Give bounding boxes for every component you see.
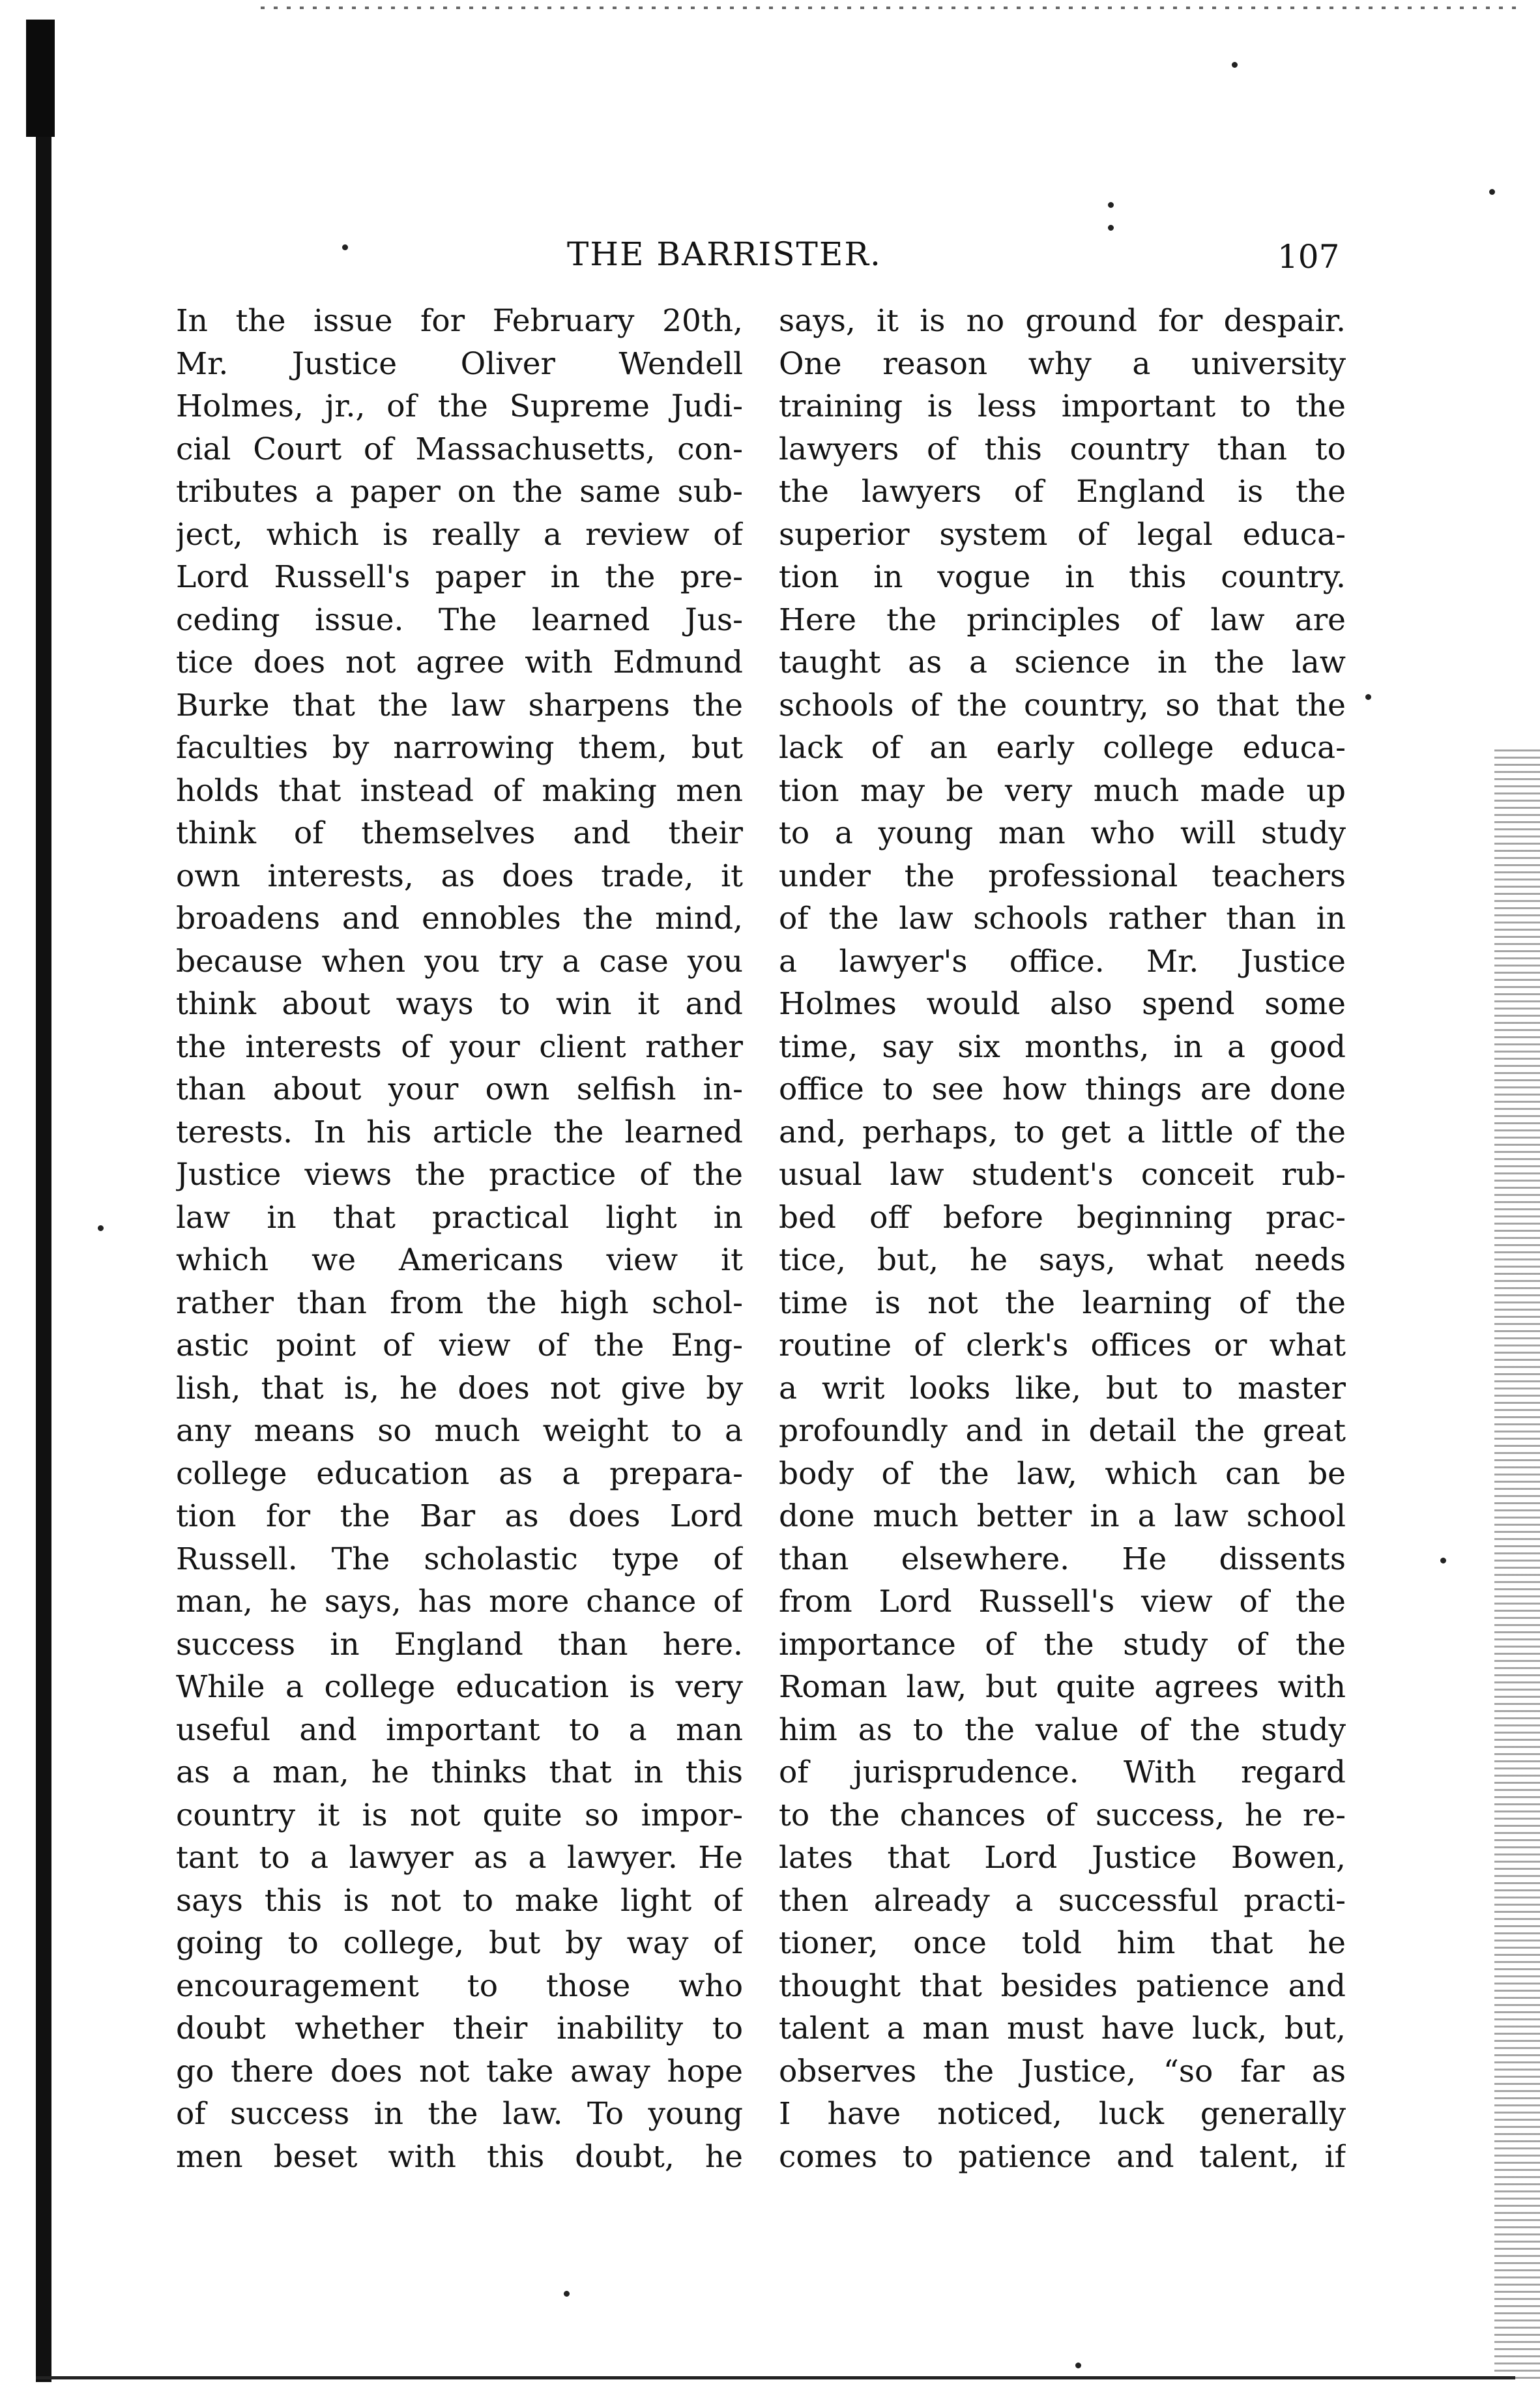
text-line: body of the law, which can be: [779, 1455, 1346, 1492]
scan-speck: [98, 1225, 104, 1231]
text-line: which we Americans view it: [176, 1242, 743, 1278]
scan-left-edge: [36, 29, 51, 2382]
text-line: superior system of legal educa-: [779, 516, 1346, 553]
text-line: schools of the country, so that the: [779, 687, 1346, 723]
scan-top-edge-noise: [261, 7, 1525, 9]
text-line: Mr. Justice Oliver Wendell: [176, 345, 743, 382]
text-line: taught as a science in the law: [779, 645, 1346, 680]
text-line: usual law student's conceit rub-: [779, 1157, 1346, 1193]
text-line: Holmes, jr., of the Supreme Judi-: [176, 388, 743, 424]
text-line: under the professional teachers: [779, 858, 1346, 894]
right-text-column: [779, 300, 1346, 2178]
text-line: ceding issue. The learned Jus-: [176, 602, 743, 638]
text-line: then already a successful practi-: [779, 1882, 1346, 1919]
text-line: tioner, once told him that he: [779, 1925, 1346, 1961]
text-line: any means so much weight to a: [176, 1413, 743, 1449]
text-line: ject, which is really a review of: [176, 516, 743, 553]
text-line: him as to the value of the study: [779, 1711, 1346, 1748]
text-line: In the issue for February 20th,: [176, 303, 743, 339]
text-line: and, perhaps, to get a little of the: [779, 1114, 1346, 1150]
text-line: going to college, but by way of: [176, 1925, 743, 1961]
text-line: importance of the study of the: [779, 1626, 1346, 1663]
text-line: I have noticed, luck generally: [779, 2096, 1346, 2132]
scan-speck: [1440, 1558, 1446, 1563]
text-line: says this is not to make light of: [176, 1882, 743, 1919]
text-line: holds that instead of making men: [176, 772, 743, 809]
text-line: routine of clerk's offices or what: [779, 1328, 1346, 1363]
running-title: THE BARRISTER.: [567, 235, 882, 273]
text-line: broadens and ennobles the mind,: [176, 901, 743, 937]
scan-right-edge-noise: [1494, 749, 1540, 2379]
left-text-column: [176, 300, 743, 2178]
text-line: time, say six months, in a good: [779, 1028, 1346, 1065]
text-line: Burke that the law sharpens the: [176, 687, 743, 723]
text-line: observes the Justice, “so far as: [779, 2053, 1346, 2089]
text-line: because when you try a case you: [176, 943, 743, 980]
text-line: useful and important to a man: [176, 1711, 743, 1748]
text-line: While a college education is very: [176, 1669, 743, 1705]
text-line: lates that Lord Justice Bowen,: [779, 1840, 1346, 1876]
text-line: Roman law, but quite agrees with: [779, 1669, 1346, 1705]
text-line: than elsewhere. He dissents: [779, 1541, 1346, 1577]
text-line: go there does not take away hope: [176, 2053, 743, 2089]
text-line: tion in vogue in this country.: [779, 559, 1346, 595]
text-line: from Lord Russell's view of the: [779, 1584, 1346, 1620]
text-line: profoundly and in detail the great: [779, 1413, 1346, 1449]
text-line: time is not the learning of the: [779, 1285, 1346, 1321]
text-line: lack of an early college educa-: [779, 730, 1346, 766]
scan-speck: [1108, 225, 1114, 231]
text-line: as a man, he thinks that in this: [176, 1754, 743, 1790]
scan-speck: [1232, 62, 1238, 68]
text-line: tion may be very much made up: [779, 772, 1346, 809]
text-line: Justice views the practice of the: [176, 1157, 743, 1193]
scan-speck: [1365, 694, 1371, 700]
text-line: thought that besides patience and: [779, 1968, 1346, 2004]
text-line: think of themselves and their: [176, 815, 743, 851]
text-line: own interests, as does trade, it: [176, 858, 743, 894]
text-line: to a young man who will study: [779, 815, 1346, 851]
text-line: astic point of view of the Eng-: [176, 1328, 743, 1363]
text-line: Here the principles of law are: [779, 602, 1346, 638]
text-line: tant to a lawyer as a lawyer. He: [176, 1840, 743, 1876]
text-line: think about ways to win it and: [176, 986, 743, 1022]
text-line: rather than from the high schol-: [176, 1285, 743, 1321]
page-number: 107: [1277, 238, 1340, 276]
text-line: of the law schools rather than in: [779, 901, 1346, 937]
text-line: men beset with this doubt, he: [176, 2138, 743, 2175]
scan-speck: [1108, 202, 1114, 208]
scan-speck: [1489, 189, 1495, 195]
scan-left-edge-top: [26, 20, 55, 137]
text-line: Lord Russell's paper in the pre-: [176, 559, 743, 595]
scan-bottom-edge: [36, 2376, 1515, 2379]
text-line: a lawyer's office. Mr. Justice: [779, 943, 1346, 980]
text-line: the lawyers of England is the: [779, 474, 1346, 510]
text-line: country it is not quite so impor-: [176, 1797, 743, 1833]
text-line: says, it is no ground for despair.: [779, 303, 1346, 339]
text-line: done much better in a law school: [779, 1498, 1346, 1534]
text-line: law in that practical light in: [176, 1199, 743, 1236]
page-header: [0, 231, 1540, 277]
text-line: bed off before beginning prac-: [779, 1199, 1346, 1236]
text-line: Holmes would also spend some: [779, 986, 1346, 1022]
text-line: encouragement to those who: [176, 1968, 743, 2004]
text-line: tributes a paper on the same sub-: [176, 474, 743, 510]
text-line: terests. In his article the learned: [176, 1114, 743, 1150]
text-line: of success in the law. To young: [176, 2096, 743, 2132]
text-line: talent a man must have luck, but,: [779, 2011, 1346, 2046]
text-line: lawyers of this country than to: [779, 431, 1346, 467]
text-line: college education as a prepara-: [176, 1455, 743, 1492]
text-line: tice, but, he says, what needs: [779, 1242, 1346, 1278]
text-line: than about your own selfish in-: [176, 1071, 743, 1107]
text-line: success in England than here.: [176, 1626, 743, 1663]
text-line: tion for the Bar as does Lord: [176, 1498, 743, 1534]
text-line: man, he says, has more chance of: [176, 1584, 743, 1620]
text-line: lish, that is, he does not give by: [176, 1370, 743, 1406]
text-line: faculties by narrowing them, but: [176, 730, 743, 766]
text-line: a writ looks like, but to master: [779, 1370, 1346, 1406]
text-line: One reason why a university: [779, 345, 1346, 382]
text-line: training is less important to the: [779, 388, 1346, 424]
scan-speck: [564, 2291, 570, 2297]
text-line: tice does not agree with Edmund: [176, 645, 743, 680]
text-line: doubt whether their inability to: [176, 2011, 743, 2046]
text-line: of jurisprudence. With regard: [779, 1754, 1346, 1790]
text-line: cial Court of Massachusetts, con-: [176, 431, 743, 467]
text-line: comes to patience and talent, if: [779, 2138, 1346, 2175]
text-line: office to see how things are done: [779, 1071, 1346, 1107]
text-line: Russell. The scholastic type of: [176, 1541, 743, 1577]
text-line: to the chances of success, he re-: [779, 1797, 1346, 1833]
scan-speck: [1075, 2363, 1081, 2368]
text-line: the interests of your client rather: [176, 1028, 743, 1065]
